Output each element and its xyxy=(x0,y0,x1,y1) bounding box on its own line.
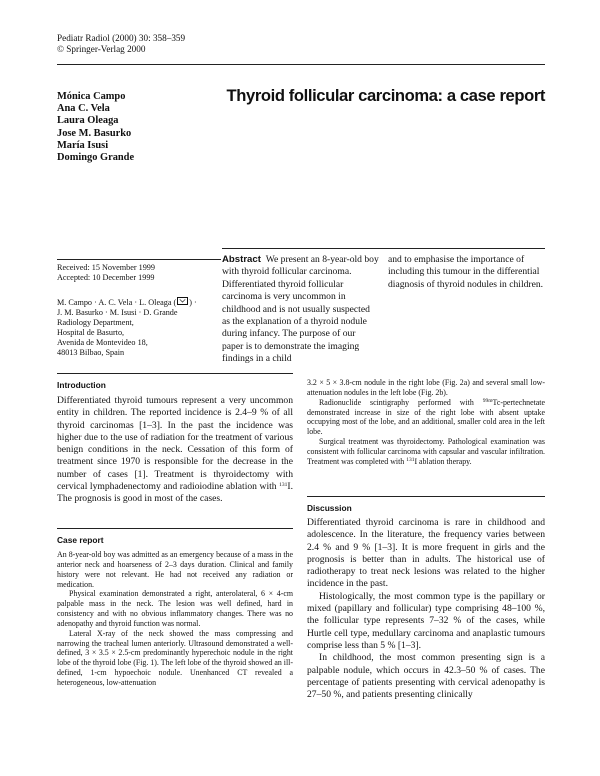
affiliation xyxy=(57,297,197,358)
author-name: María Isusi xyxy=(57,139,109,151)
accepted-date: Accepted: 10 December 1999 xyxy=(57,273,155,282)
paragraph: 3.2 × 5 × 3.8-cm nodule in the right lobe (Fig. 2a) and several small low-attenuation nodules in the left lobe (Fig. 2b). xyxy=(307,378,545,397)
received-date: Received: 15 November 1999 xyxy=(57,263,155,272)
case-report-body xyxy=(57,550,293,688)
paragraph: Physical examination demonstrated a right, anterolateral, 6 × 4-cm palpable mass in the neck. The lesion was well defined, hard in consistency and with no obvious inflammatory changes. There was no adenopathy and thyroid function was normal. xyxy=(57,589,293,628)
paragraph: Surgical treatment was thyroidectomy. Pathological examination was consistent with follicular carcinoma with capsular and vascular infiltration. Treatment was completed with $^{131}$I ablation therapy. xyxy=(307,437,545,466)
affiliation-line: Hospital de Basurto, xyxy=(57,328,125,337)
abstract-label: Abstract xyxy=(222,254,261,265)
journal-copyright: © Springer-Verlag 2000 xyxy=(57,44,146,54)
abstract-col-2 xyxy=(388,254,545,291)
author-name: Ana C. Vela xyxy=(57,103,110,115)
author-name: Laura Oleaga xyxy=(57,115,119,127)
paragraph: In childhood, the most common presenting sign is a palpable nodule, which occurs in 42.3–50 % of cases. The percentage of patients presenting with cervical adenopathy is 27–50 %, and patients presenting clinically xyxy=(307,652,545,701)
header-rule xyxy=(57,64,545,65)
paragraph: Lateral X-ray of the neck showed the mass compressing and narrowing the tracheal lumen anteriorly. Ultrasound demonstrated a well-defined, 3 × 3.5 × 2.5-cm predominantly hyperechoic nodule in the right lobe of the thyroid lobe (Fig. 1). The left lobe of the thyroid showed an ill-defined, 1-cm hypoechoic nodule. Unenhanced CT revealed a heterogeneous, low-attenuation xyxy=(57,628,293,687)
introduction-body: Differentiated thyroid tumours represent a very uncommon entity in children. The reported incidence is 2.4–9 % of all thyroid carcinomas [1–3]. In the past the incidence was higher due to the use of radiation for the treatment of various benign conditions in the neck. Cessation of this form of treatment since 1970 is responsible for the decrease in the number of cases [1]. Treatment is thyroidectomy with cervical lymphadenectomy and radioiodine ablation with $^{131}$I. The prognosis is good in most of the cases. xyxy=(57,395,293,505)
case-report-heading: Case report xyxy=(57,535,104,545)
journal-citation: Pediatr Radiol (2000) 30: 358–359 xyxy=(57,33,186,43)
abstract-text: We present an 8-year-old boy with thyroid follicular carcinoma. Differentiated thyroid follicular carcinoma is very uncommon in childhood and is not usually suspected as the explanation of a thyroid nodule during infancy. The purpose of our paper is to demonstrate the imaging findings in a child xyxy=(222,254,379,365)
affiliation-line: Avenida de Montevideo 18, xyxy=(57,338,148,347)
envelope-icon xyxy=(177,297,188,305)
author-name: Mónica Campo xyxy=(57,91,126,102)
journal-header xyxy=(57,33,185,55)
abstract-text: and to emphasise the importance of including this tumour in the differential diagnosis of thyroid nodules in children. xyxy=(388,254,544,290)
author-name: Jose M. Basurko xyxy=(57,127,132,139)
paragraph: An 8-year-old boy was admitted as an emergency because of a mass in the anterior neck and hoarseness of 2–3 days duration. Clinical and family history were not relevant. He had not received any radiation or medication. xyxy=(57,550,293,589)
paragraph: Histologically, the most common type is the papillary or mixed (papillary and follicular) type comprising 48–100 %, the follicular type represents 7–32 % of the cases, while Hurtle cell type, medullary carcinoma and anaplastic tumours comprise less than 5 % [1–3]. xyxy=(307,590,545,651)
dates-rule xyxy=(57,259,221,260)
case-report-continued xyxy=(307,378,545,467)
paragraph: Differentiated thyroid carcinoma is rare in childhood and adolescence. In the literature, the frequency varies between 2.4 % and 9 % [1–3]. It is more frequent in girls and the prognosis is better than in adults. The historical use of radiotherapy to treat neck lesions was related to the higher incidence in the past. xyxy=(307,517,545,590)
discussion-body xyxy=(307,517,545,701)
author-list xyxy=(57,91,134,164)
affiliation-line: 48013 Bilbao, Spain xyxy=(57,348,125,357)
affiliation-line: J. M. Basurko · M. Isusi · D. Grande xyxy=(57,308,178,317)
article-dates xyxy=(57,263,155,283)
author-name: Domingo Grande xyxy=(57,152,135,164)
affiliation-line: Radiology Department, xyxy=(57,318,134,327)
introduction-heading: Introduction xyxy=(57,380,106,390)
affiliation-line: M. Campo · A. C. Vela · L. Oleaga ( ) · xyxy=(57,298,197,307)
article-title: Thyroid follicular carcinoma: a case report xyxy=(226,86,545,105)
abstract-rule xyxy=(222,248,545,249)
abstract-col-1 xyxy=(222,254,379,366)
paragraph: Radionuclide scintigraphy performed with $^{99m}$Tc-pertechnetate demonstrated increase in size of the right lobe with absent uptake occupying most of the lobe, and an additional, smaller cold area in the left lobe. xyxy=(307,397,545,437)
discussion-heading: Discussion xyxy=(307,503,352,513)
